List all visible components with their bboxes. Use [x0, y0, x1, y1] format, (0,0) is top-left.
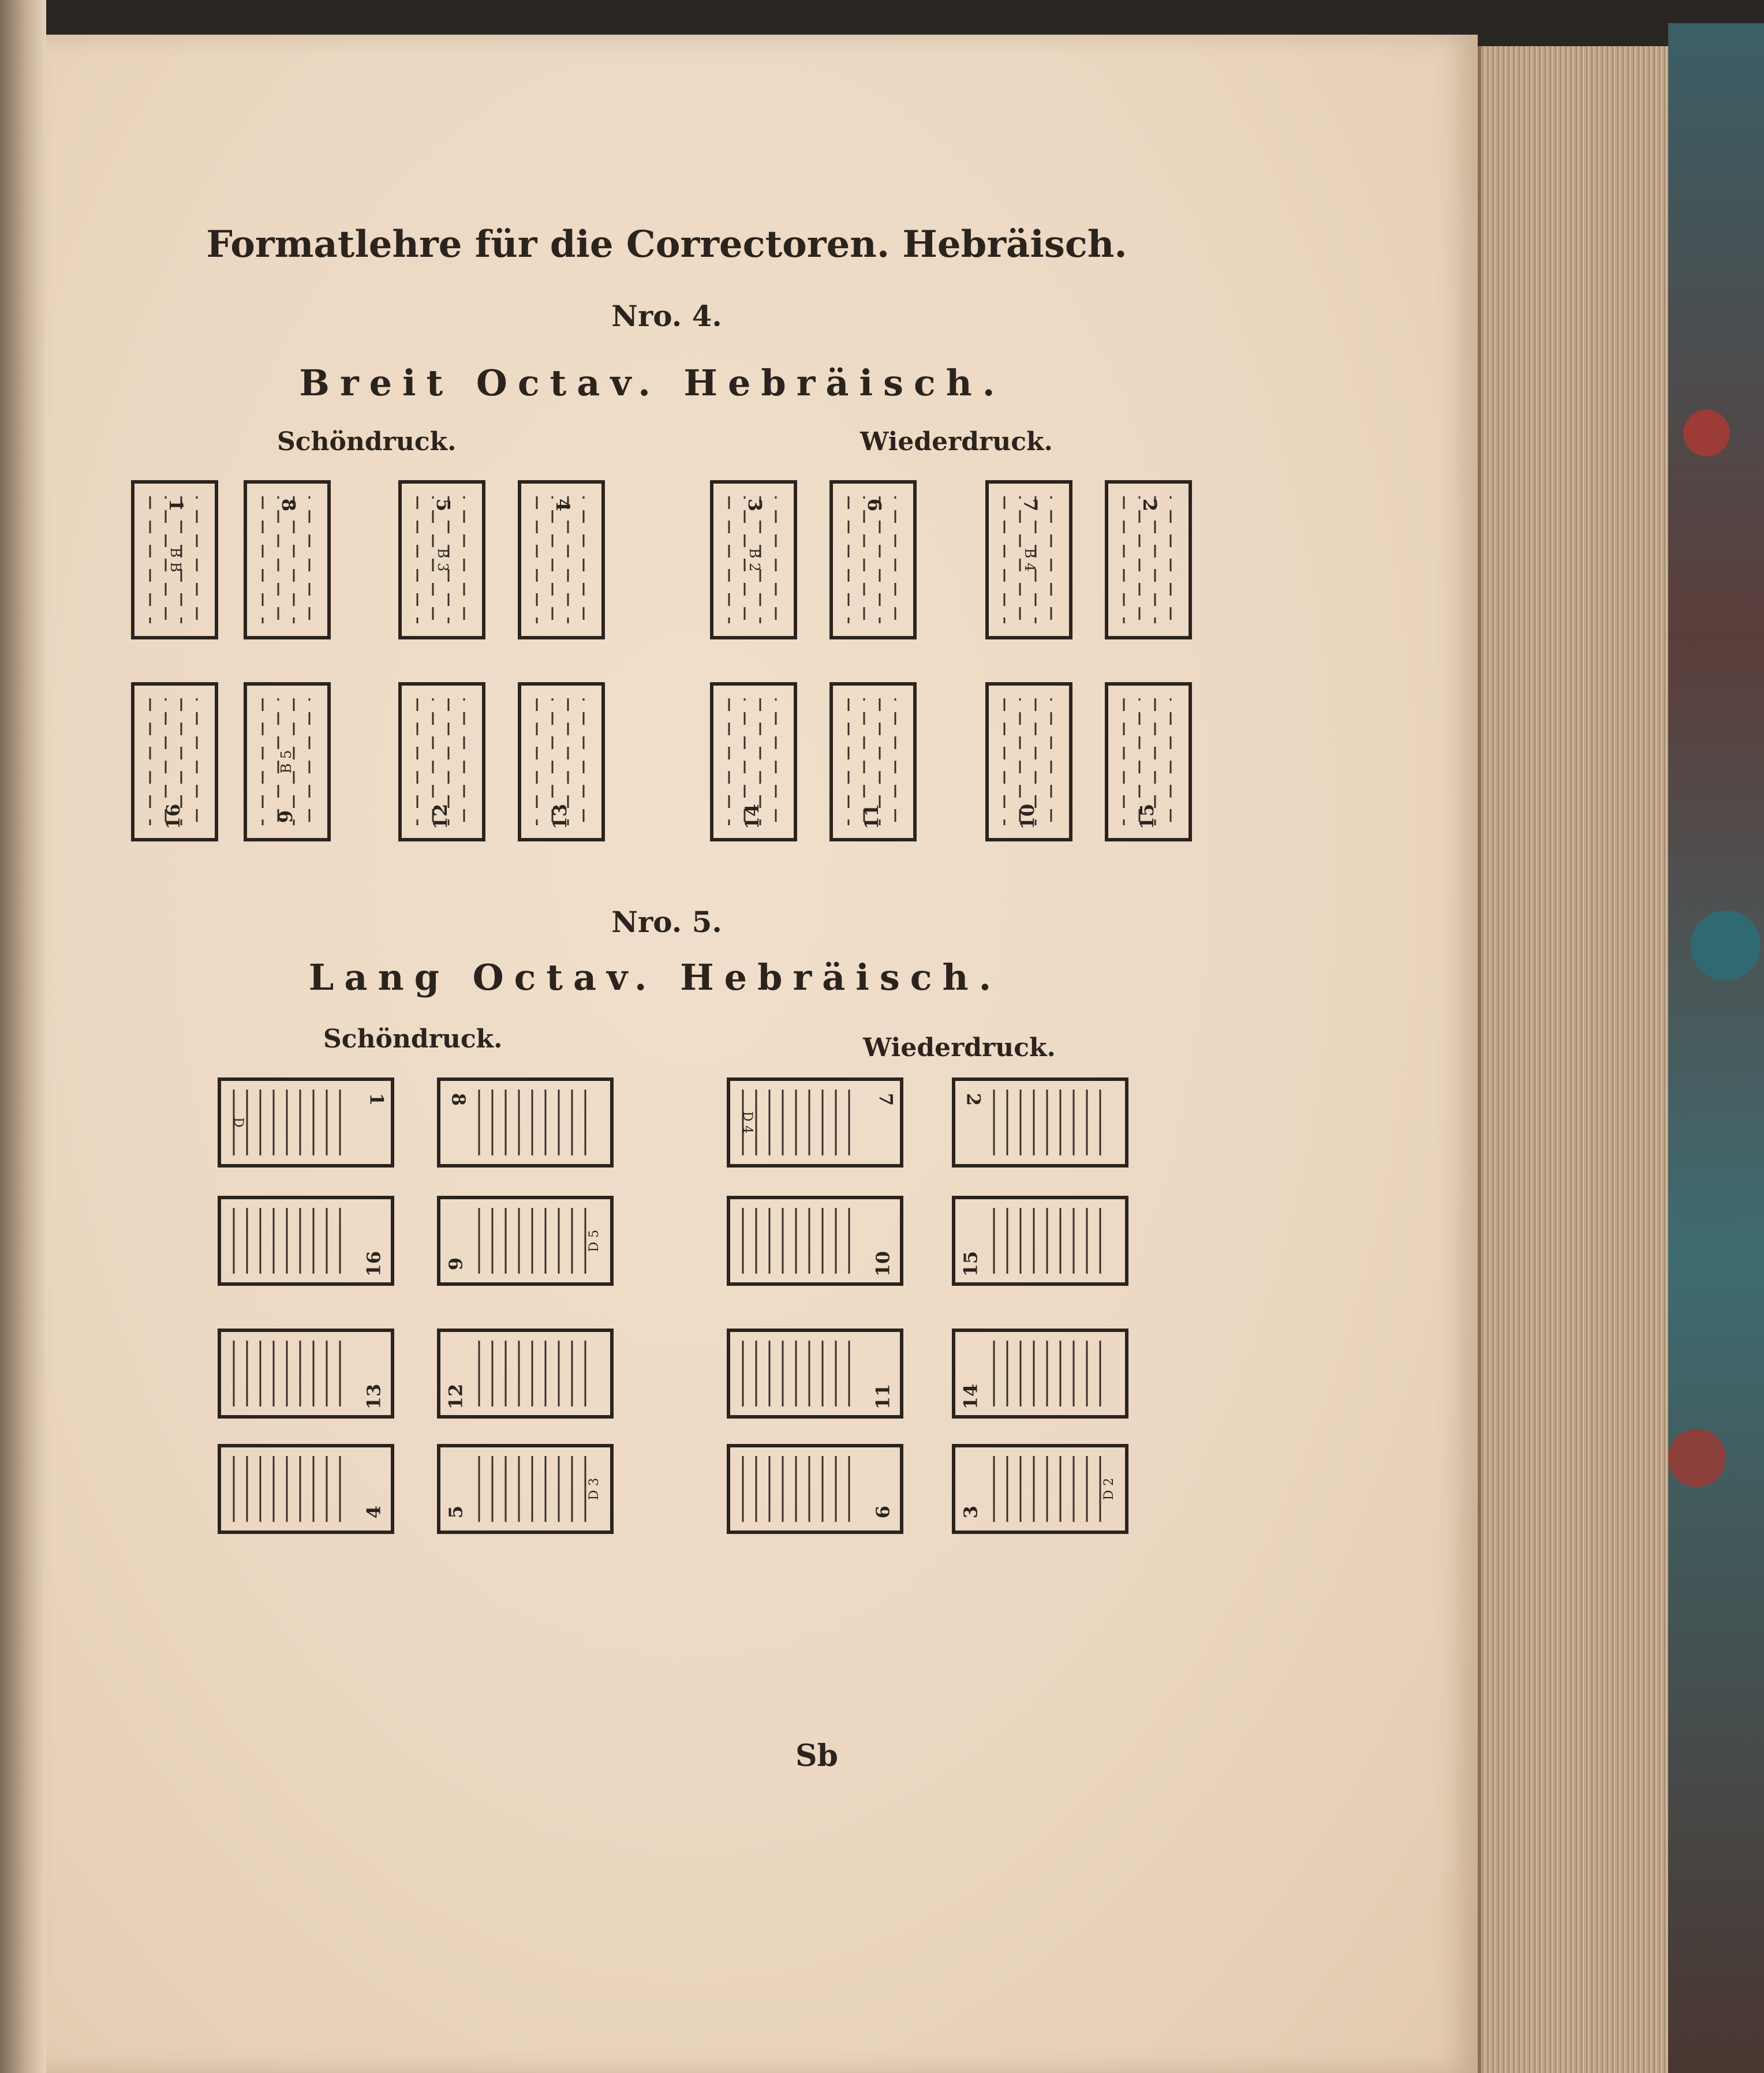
page-number-label: 4: [362, 1505, 385, 1519]
page-box: [219, 1198, 393, 1284]
nro-5-right-label: Wiederdruck.: [863, 1033, 1056, 1062]
page-number-label: 5: [444, 1505, 467, 1519]
page-number-label: 9: [444, 1257, 467, 1271]
page-number-label: 1: [165, 498, 187, 512]
page-box: [219, 1446, 393, 1532]
page-number-label: 12: [429, 803, 451, 830]
page-box: [219, 1330, 393, 1417]
page-box: [245, 482, 329, 638]
page-box: [439, 1330, 612, 1417]
page-box: [219, 1079, 393, 1166]
page-box: [439, 1079, 612, 1166]
nro-4-page-grid: [133, 482, 1190, 840]
page-number-label: 16: [362, 1251, 385, 1277]
page-number-label: 8: [447, 1092, 470, 1106]
page-number-label: 7: [874, 1092, 897, 1106]
page-box: [133, 684, 216, 840]
page-number-label: 10: [872, 1251, 894, 1277]
signature-mark: B 5: [278, 750, 294, 774]
page-number-label: 13: [549, 803, 571, 830]
page-number-label: 12: [444, 1383, 467, 1410]
page-number-label: 2: [1139, 498, 1161, 512]
page-number-label: 14: [959, 1383, 982, 1410]
nro-5-title: Lang Octav. Hebräisch.: [308, 956, 1002, 998]
page-number-label: 3: [744, 498, 766, 512]
page-number-label: 6: [872, 1505, 894, 1519]
page-box: [728, 1079, 902, 1166]
nro-4-left-label: Schöndruck.: [277, 427, 457, 456]
nro-4-title: Breit Octav. Hebräisch.: [299, 362, 1006, 404]
page-number-label: 10: [1016, 803, 1038, 830]
page-number-label: 8: [278, 498, 300, 512]
page-number-label: 16: [162, 803, 184, 830]
page-box: [439, 1198, 612, 1284]
signature-mark: B 4: [1022, 548, 1038, 572]
page-number-label: 1: [365, 1092, 388, 1106]
page-number-label: 13: [362, 1383, 385, 1410]
page-box: [954, 1198, 1127, 1284]
signature-mark: B 3: [435, 548, 451, 572]
page-number-label: 4: [552, 498, 574, 512]
page-box: [728, 1330, 902, 1417]
page-box: [520, 482, 603, 638]
page-heading: Formatlehre für die Correctoren. Hebräisch.: [206, 223, 1127, 266]
signature-mark: D 4: [740, 1111, 754, 1134]
signature-mark: B B: [167, 547, 184, 572]
page-number-label: 11: [861, 803, 883, 830]
signature-mark: D 3: [587, 1477, 601, 1501]
signature-mark: D 2: [1102, 1477, 1116, 1501]
page-box: [831, 482, 915, 638]
page-box: [954, 1330, 1127, 1417]
page-number-label: 5: [432, 498, 454, 512]
page-number-label: 6: [864, 498, 885, 512]
page-box: [439, 1446, 612, 1532]
page-box: [712, 684, 795, 840]
page-number-label: 2: [962, 1092, 985, 1106]
page-box: [400, 684, 484, 840]
page-box: [728, 1198, 902, 1284]
page-box: [831, 684, 915, 840]
page-box: [728, 1446, 902, 1532]
page-box: [712, 482, 795, 638]
signature-mark: D 5: [587, 1229, 601, 1252]
page-box: [987, 482, 1071, 638]
signature-mark: D: [231, 1117, 245, 1128]
nro-4-right-label: Wiederdruck.: [860, 427, 1053, 456]
nro-5-left-label: Schöndruck.: [323, 1024, 503, 1054]
page-number-label: 9: [275, 810, 297, 824]
page-number-label: 15: [1136, 803, 1158, 830]
page-box: [400, 482, 484, 638]
page-number-label: 14: [741, 803, 763, 830]
page-box: [1107, 684, 1190, 840]
page-number-label: 3: [959, 1505, 982, 1519]
nro-5-label: Nro. 5.: [611, 905, 722, 939]
page-number-label: 11: [872, 1383, 894, 1410]
page-number: Sb: [795, 1738, 838, 1773]
page-box: [954, 1079, 1127, 1166]
page-number-label: 15: [959, 1251, 982, 1277]
page-number-label: 7: [1019, 498, 1041, 512]
page-box: [520, 684, 603, 840]
signature-mark: B 2: [746, 548, 763, 572]
page-box: [987, 684, 1071, 840]
page-box: [133, 482, 216, 638]
nro-4-label: Nro. 4.: [611, 299, 722, 333]
page-box: [1107, 482, 1190, 638]
page-box: [245, 684, 329, 840]
nro-5-page-grid: [219, 1079, 1127, 1532]
page-box: [954, 1446, 1127, 1532]
